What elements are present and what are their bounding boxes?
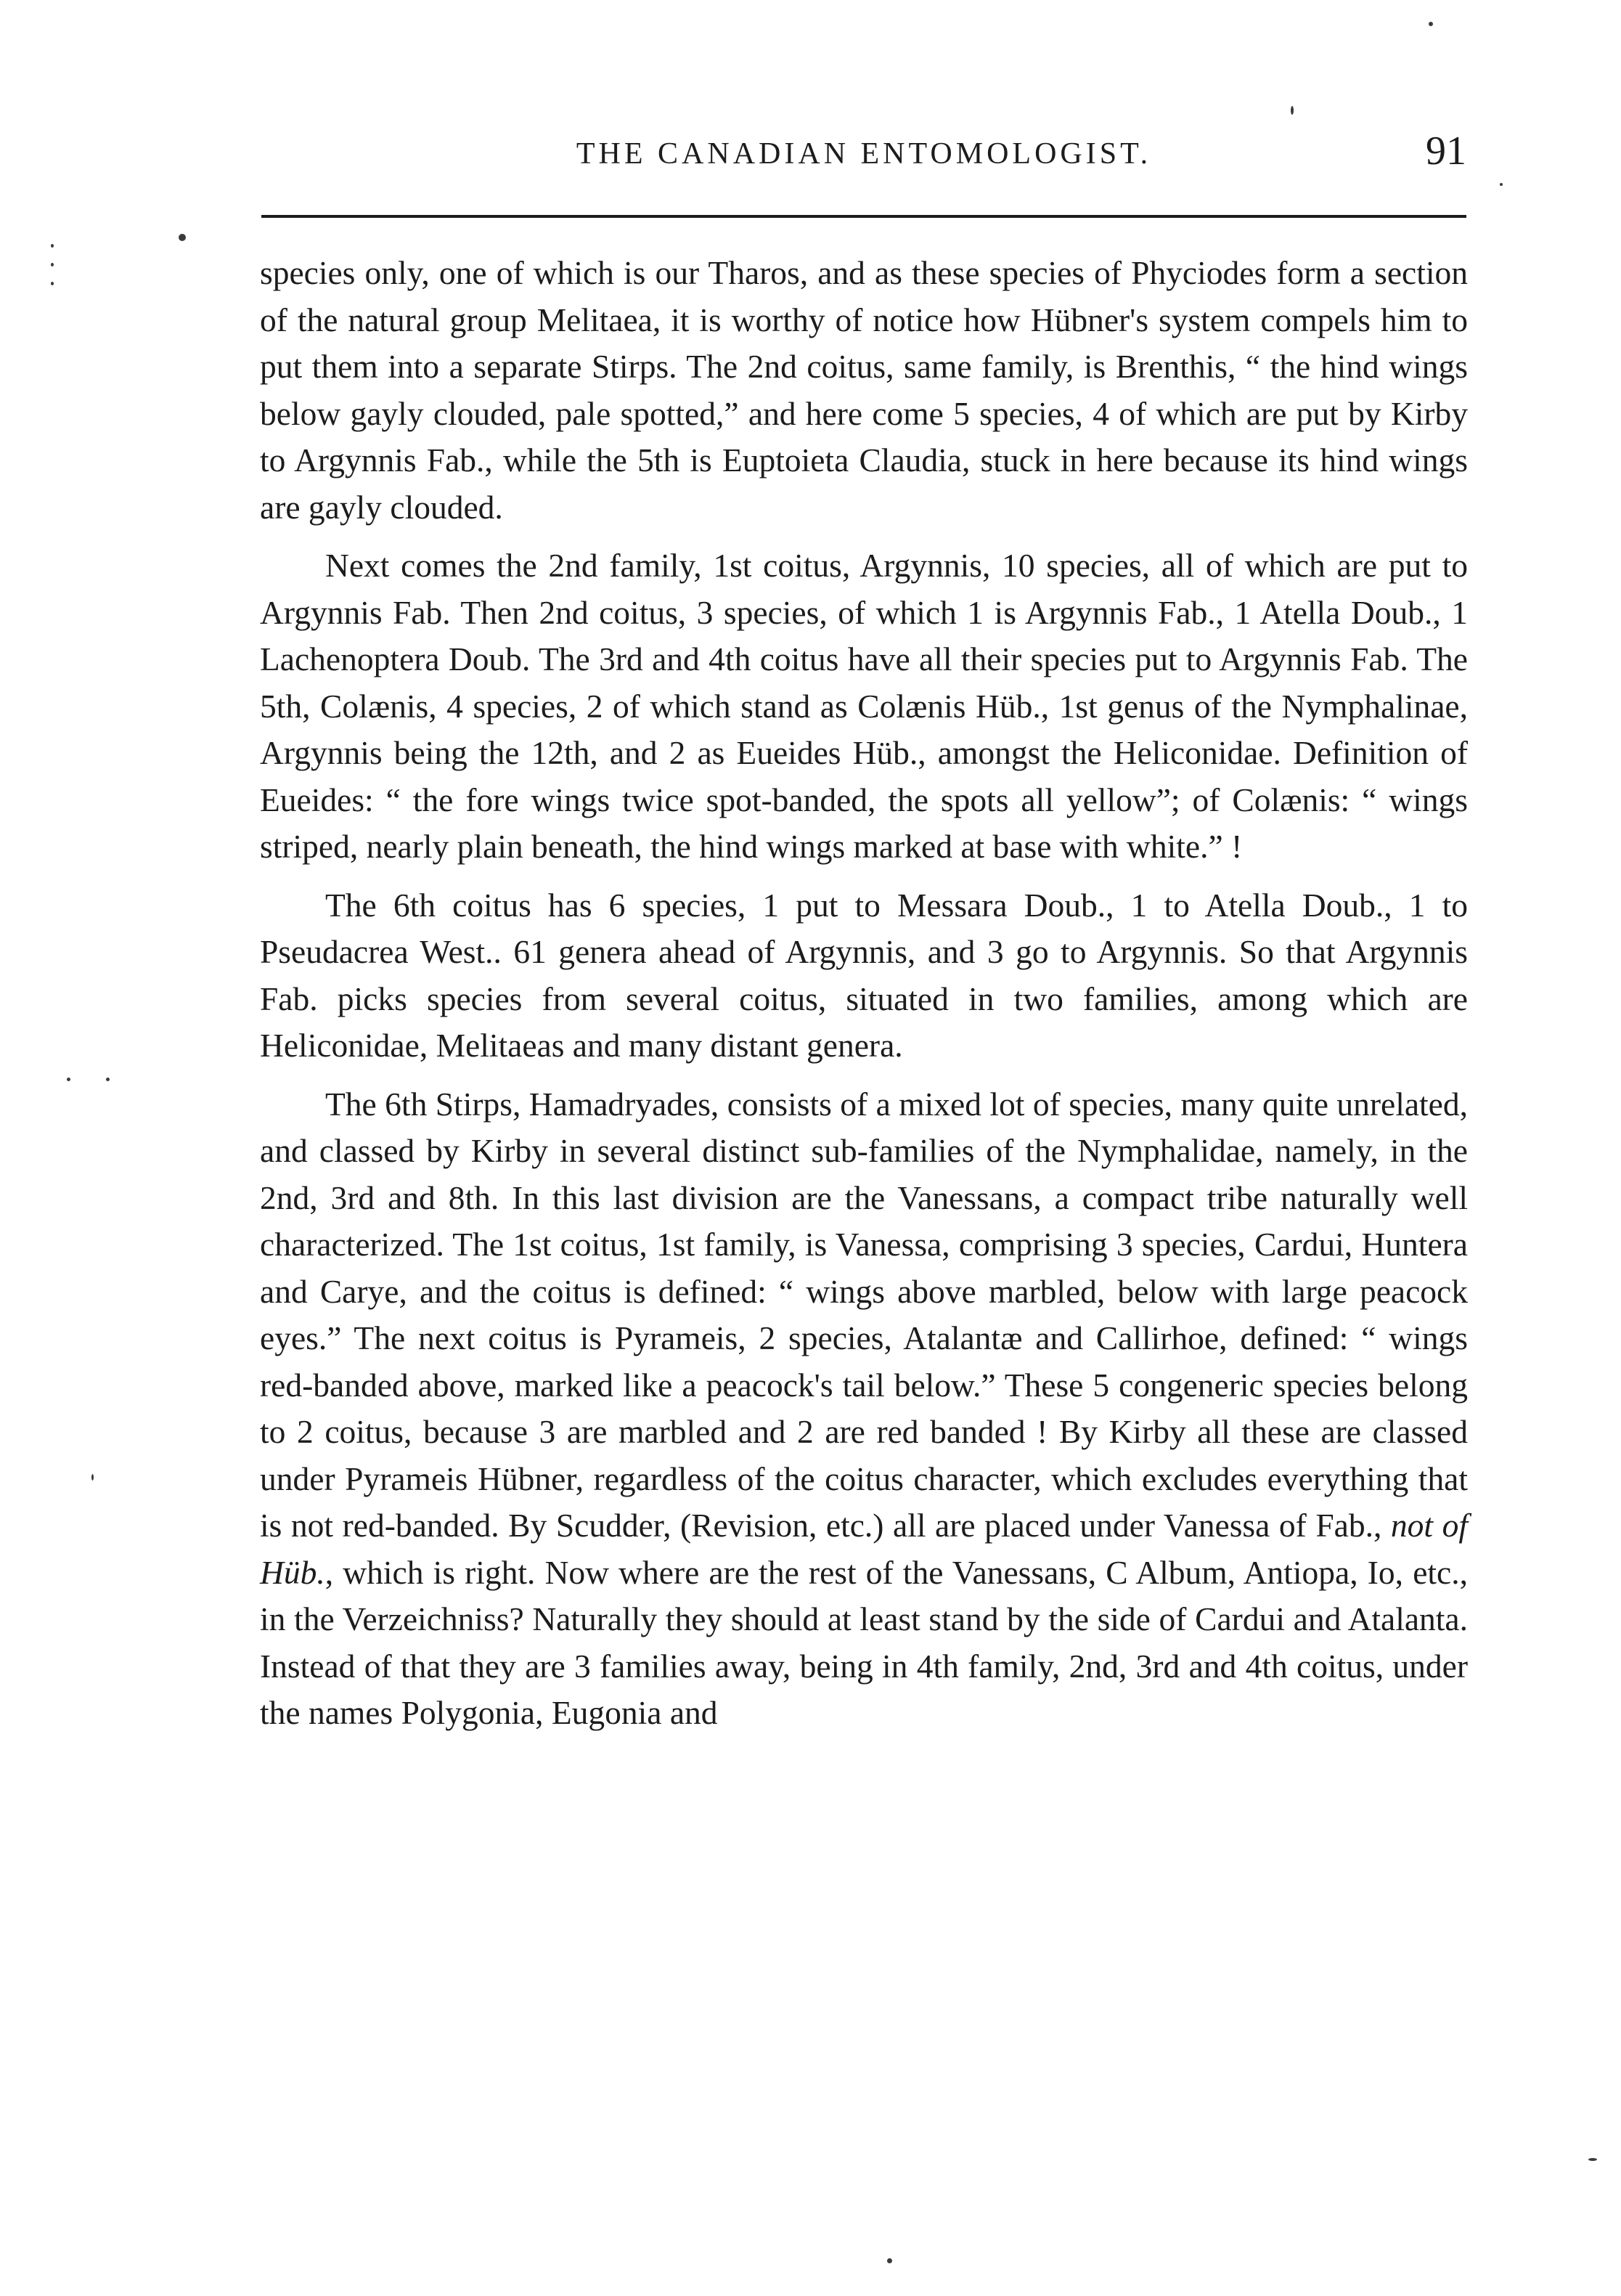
scan-speck — [179, 234, 186, 241]
scan-speck — [1500, 183, 1503, 186]
header-rule — [261, 215, 1466, 218]
scan-speck — [67, 1078, 70, 1081]
scan-speck — [91, 1474, 94, 1481]
paragraph-3: The 6th coitus has 6 species, 1 put to Messara Doub., 1 to Atella Doub., 1 to Pseudacrea West.. 61 genera ahead of Argynnis, and 3 go to Argynnis. So that Argynnis Fab. picks species from several coitus, situated in two families, among which are Heliconidae, Melitaeas and many distant genera. — [260, 886, 1468, 1064]
scan-speck — [887, 2258, 892, 2263]
page-number: 91 — [1426, 129, 1466, 174]
scan-speck — [1291, 106, 1294, 115]
scan-speck — [51, 263, 54, 266]
scan-speck — [51, 282, 54, 285]
paragraph-2: Next comes the 2nd family, 1st coitus, Argynnis, 10 species, all of which are put to Argynnis Fab. Then 2nd coitus, 3 species, of which 1 is Argynnis Fab., 1 Atella Doub., 1 Lachenoptera Doub. The 3rd and 4th coitus have all their species put to Argynnis Fab. The 5th, Colænis, 4 species, 2 of which stand as Colænis Hüb., 1st genus of the Nymphalinae, Argynnis being the 12th, and 2 as Eueides Hüb., amongst the Heliconidae. Definition of Eueides: “ the fore wings twice spot-banded, the spots all yellow”; of Colænis: “ wings striped, nearly plain beneath, the hind wings marked at base with white.” ! — [260, 547, 1468, 865]
paragraph-4-text-end: , which is right. Now where are the rest of the Vanessans, C Album, Antiopa, Io, etc., in the Verzeichniss? Naturally they should at least stand by the side of Cardui and Atalanta. Instead of that they are 3 families away, being in 4th family, 2nd, 3rd and 4th coitus, under the names Polygonia, Eugonia and — [260, 1553, 1468, 1731]
article-body — [260, 250, 1468, 1737]
journal-title: THE CANADIAN ENTOMOLOGIST. — [576, 137, 1152, 171]
running-head — [261, 131, 1466, 182]
scan-speck — [51, 244, 54, 248]
paragraph-4-text-start: The 6th Stirps, Hamadryades, consists of a mixed lot of species, many quite unrelated, and classed by Kirby in several distinct sub-families of the Nymphalidae, namely, in the 2nd, 3rd and 8th. In this last division are the Vanessans, a compact tribe naturally well characterized. The 1st coitus, 1st family, is Vanessa, comprising 3 species, Cardui, Huntera and Carye, and the coitus is defined: “ wings above marbled, below with large peacock eyes.” The next coitus is Pyrameis, 2 species, Atalantæ and Callirhoe, defined: “ wings red-banded above, marked like a peacock's tail below.” These 5 congeneric species belong to 2 coitus, because 3 are marbled and 2 are red banded ! By Kirby all these are classed under Pyrameis Hübner, regardless of the coitus character, which excludes everything that is not red-banded. By Scudder, (Revision, etc.) all are placed under Vanessa of Fab., — [260, 1085, 1468, 1544]
scan-speck — [106, 1078, 110, 1081]
paragraph-1: species only, one of which is our Tharos, and as these species of Phyciodes form a section of the natural group Melitaea, it is worthy of notice how Hübner's system compels him to put them into a separate Stirps. The 2nd coitus, same family, is Brenthis, “ the hind wings below gayly clouded, pale spotted,” and here come 5 species, 4 of which are put by Kirby to Argynnis Fab., while the 5th is Euptoieta Claudia, stuck in here because its hind wings are gayly clouded. — [260, 254, 1468, 526]
italic-phrase: not of Hüb. — [260, 1507, 1468, 1591]
paragraph-4 — [260, 1081, 1468, 1737]
scan-speck — [1588, 2158, 1597, 2161]
scan-speck — [1429, 22, 1433, 26]
